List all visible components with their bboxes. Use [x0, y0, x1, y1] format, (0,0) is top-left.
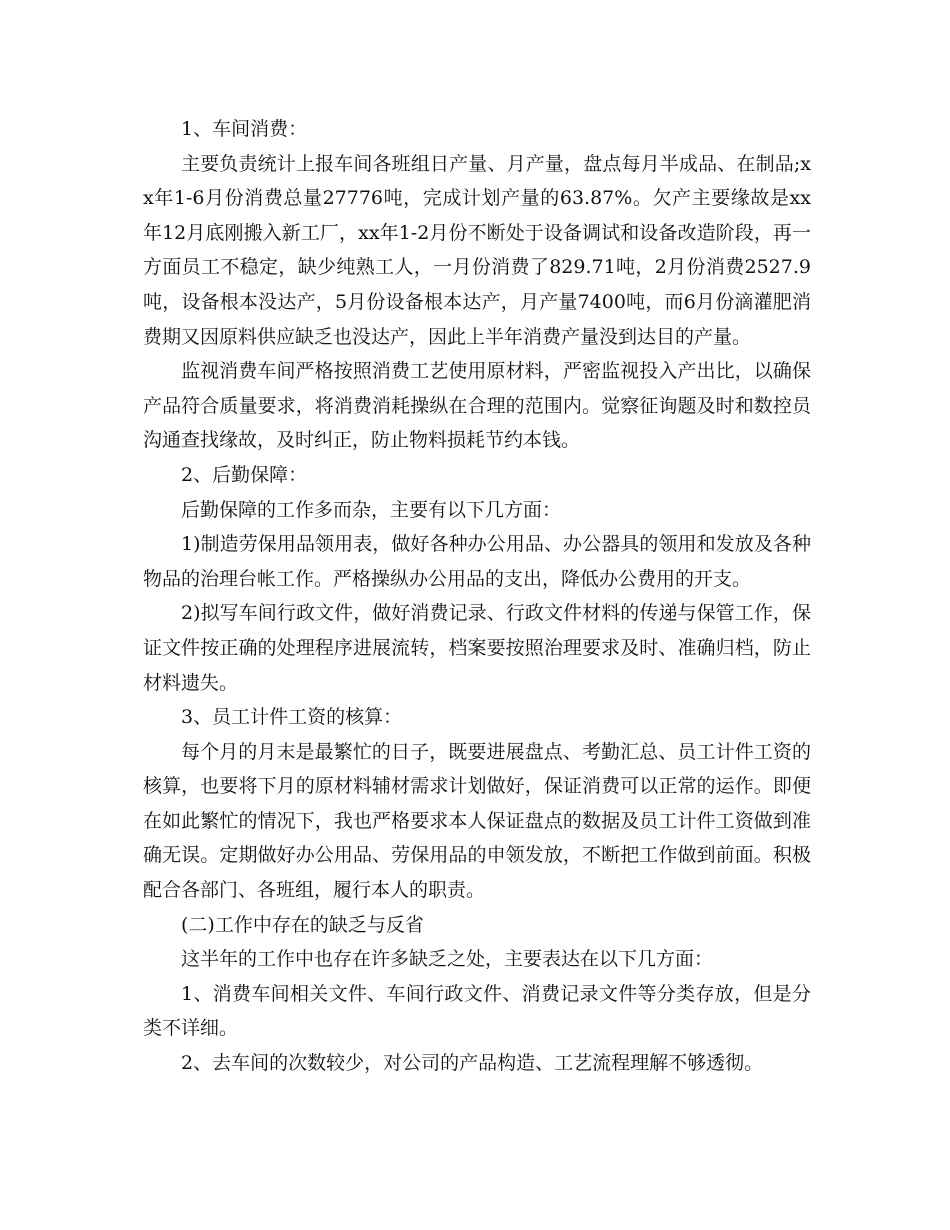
heading-wage-calculation: 3、员工计件工资的核算： [181, 706, 403, 729]
heading-shortcomings: (二)工作中存在的缺乏与反省 [181, 913, 424, 936]
heading-workshop-consumption: 1、车间消费： [181, 118, 308, 140]
paragraph-wage-calculation: 每个月的月末是最繁忙的日子，既要进展盘点、考勤汇总、员工计件工资的核算，也要将下月的原材料辅材需求计划做好，保证消费可以正常的运作。即便在如此繁忙的情况下，我也严格要求本人保证盘点的数据及员工计件工资做到准确无误。定期做好办公用品、劳保用品的申领发放，不断把工作做到前面。积极配合各部门、各班组，履行本人的职责。 [143, 740, 811, 902]
heading-logistics: 2、后勤保障： [181, 463, 308, 486]
paragraph-shortcoming-2: 2、去车间的次数较少，对公司的产品构造、工艺流程理解不够透彻。 [181, 1052, 764, 1075]
paragraph-monitoring: 监视消费车间严格按照消费工艺使用原材料，严密监视投入产出比，以确保产品符合质量要求，将消费消耗操纵在合理的范围内。觉察征询题及时和数控员沟通查找缘故，及时纠正，防止物料损耗节约本钱。 [143, 360, 811, 452]
document-body [143, 112, 811, 1081]
paragraph-logistics-intro: 后勤保障的工作多而杂，主要有以下几方面： [181, 498, 562, 521]
paragraph-production-stats: 主要负责统计上报车间各班组日产量、月产量，盘点每月半成品、在制品;xx年1-6月份消费总量27776吨，完成计划产量的63.87%。欠产主要缘故是xx年12月底刚搬入新工厂，xx年1-2月份不断处于设备调试和设备改造阶段，再一方面员工不稳定，缺少纯熟工人，一月份消费了829.71吨，2月份消费2527.9吨，设备根本没达产，5月份设备根本达产，月产量7400吨，而6月份滴灌肥消费期又因原料供应缺乏也没达产，因此上半年消费产量没到达目的产量。 [143, 152, 811, 348]
paragraph-logistics-item-2: 2)拟写车间行政文件，做好消费记录、行政文件材料的传递与保管工作，保证文件按正确的处理程序进展流转，档案要按照治理要求及时、准确归档，防止材料遗失。 [143, 602, 811, 694]
paragraph-shortcoming-1: 1、消费车间相关文件、车间行政文件、消费记录文件等分类存放，但是分类不详细。 [143, 982, 811, 1040]
paragraph-logistics-item-1: 1)制造劳保用品领用表，做好各种办公用品、办公器具的领用和发放及各种物品的治理台帐工作。严格操纵办公用品的支出，降低办公费用的开支。 [143, 533, 811, 590]
paragraph-shortcomings-intro: 这半年的工作中也存在许多缺乏之处，主要表达在以下几方面： [181, 948, 714, 971]
